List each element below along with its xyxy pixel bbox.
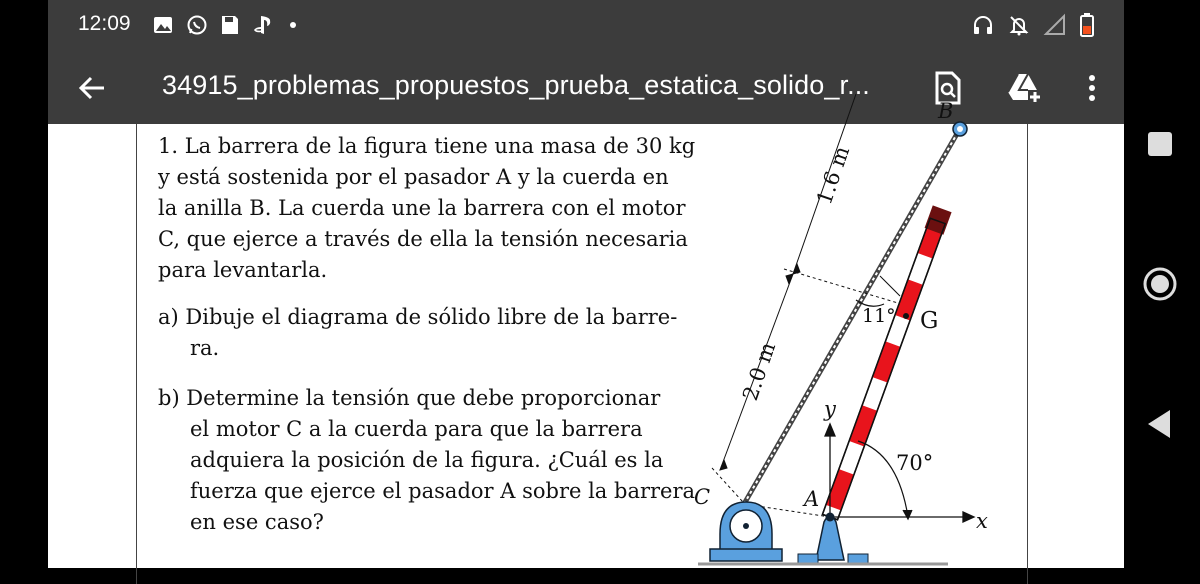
more-options-icon[interactable]	[1074, 70, 1110, 106]
pdf-page[interactable]	[48, 99, 1124, 568]
label-c: C	[694, 485, 711, 509]
label-b: B	[938, 99, 954, 123]
center-of-mass-g	[903, 313, 909, 319]
gallery-icon	[152, 14, 174, 36]
problem-line: C, que ejerce a través de ella la tensión necesaria	[158, 227, 688, 251]
back-arrow-icon[interactable]	[76, 72, 108, 104]
back-nav-icon[interactable]	[1142, 406, 1178, 442]
label-a: A	[804, 487, 820, 511]
whatsapp-icon	[186, 14, 208, 36]
part-b-line: b) Determine la tensión que debe proporcionar	[158, 386, 661, 410]
document-title: 34915_problemas_propuestos_prueba_estatica_solido_r...	[162, 70, 870, 100]
label-angle-bar: 70°	[896, 451, 934, 475]
left-black-edge	[0, 0, 48, 568]
label-g: G	[920, 308, 939, 334]
recent-apps-icon[interactable]	[1142, 126, 1178, 162]
part-a-line: ra.	[190, 336, 220, 360]
app-bar	[48, 50, 1124, 124]
ring-b	[953, 122, 967, 136]
battery-icon	[1080, 13, 1094, 37]
label-y: y	[824, 397, 836, 421]
problem-line: para levantarla.	[158, 258, 328, 282]
status-bar	[48, 0, 1124, 50]
navigation-bar	[1124, 0, 1200, 568]
home-icon[interactable]	[1142, 266, 1178, 302]
label-dim-upper: 1.6 m	[812, 143, 855, 208]
dot-icon	[288, 14, 298, 36]
status-time: 12:09	[78, 12, 131, 35]
motor-c	[710, 502, 782, 561]
notifications-off-icon	[1008, 14, 1030, 36]
label-angle-rope: 11°	[862, 305, 896, 327]
problem-line: 1. La barrera de la figura tiene una masa de 30 kg	[158, 134, 696, 158]
part-b-line: adquiera la posición de la figura. ¿Cuál es la	[190, 448, 664, 472]
part-b-line: en ese caso?	[190, 510, 324, 534]
part-a-line: a) Dibuje el diagrama de sólido libre de la barre-	[158, 305, 678, 329]
signal-icon	[1044, 14, 1066, 36]
save-icon	[220, 14, 240, 36]
part-b-line: fuerza que ejerce el pasador A sobre la barrera	[190, 479, 696, 503]
barrier-figure	[48, 99, 1124, 568]
label-dim-lower: 2.0 m	[738, 339, 781, 404]
add-to-drive-icon[interactable]	[1006, 70, 1042, 106]
problem-line: la anilla B. La cuerda une la barrera con el motor	[158, 196, 686, 220]
headset-icon	[972, 14, 994, 36]
part-b-line: el motor C a la cuerda para que la barrera	[190, 417, 643, 441]
problem-line: y está sostenida por el pasador A y la cuerda en	[158, 165, 669, 189]
label-x: x	[976, 509, 988, 533]
playstation-icon	[252, 14, 276, 36]
